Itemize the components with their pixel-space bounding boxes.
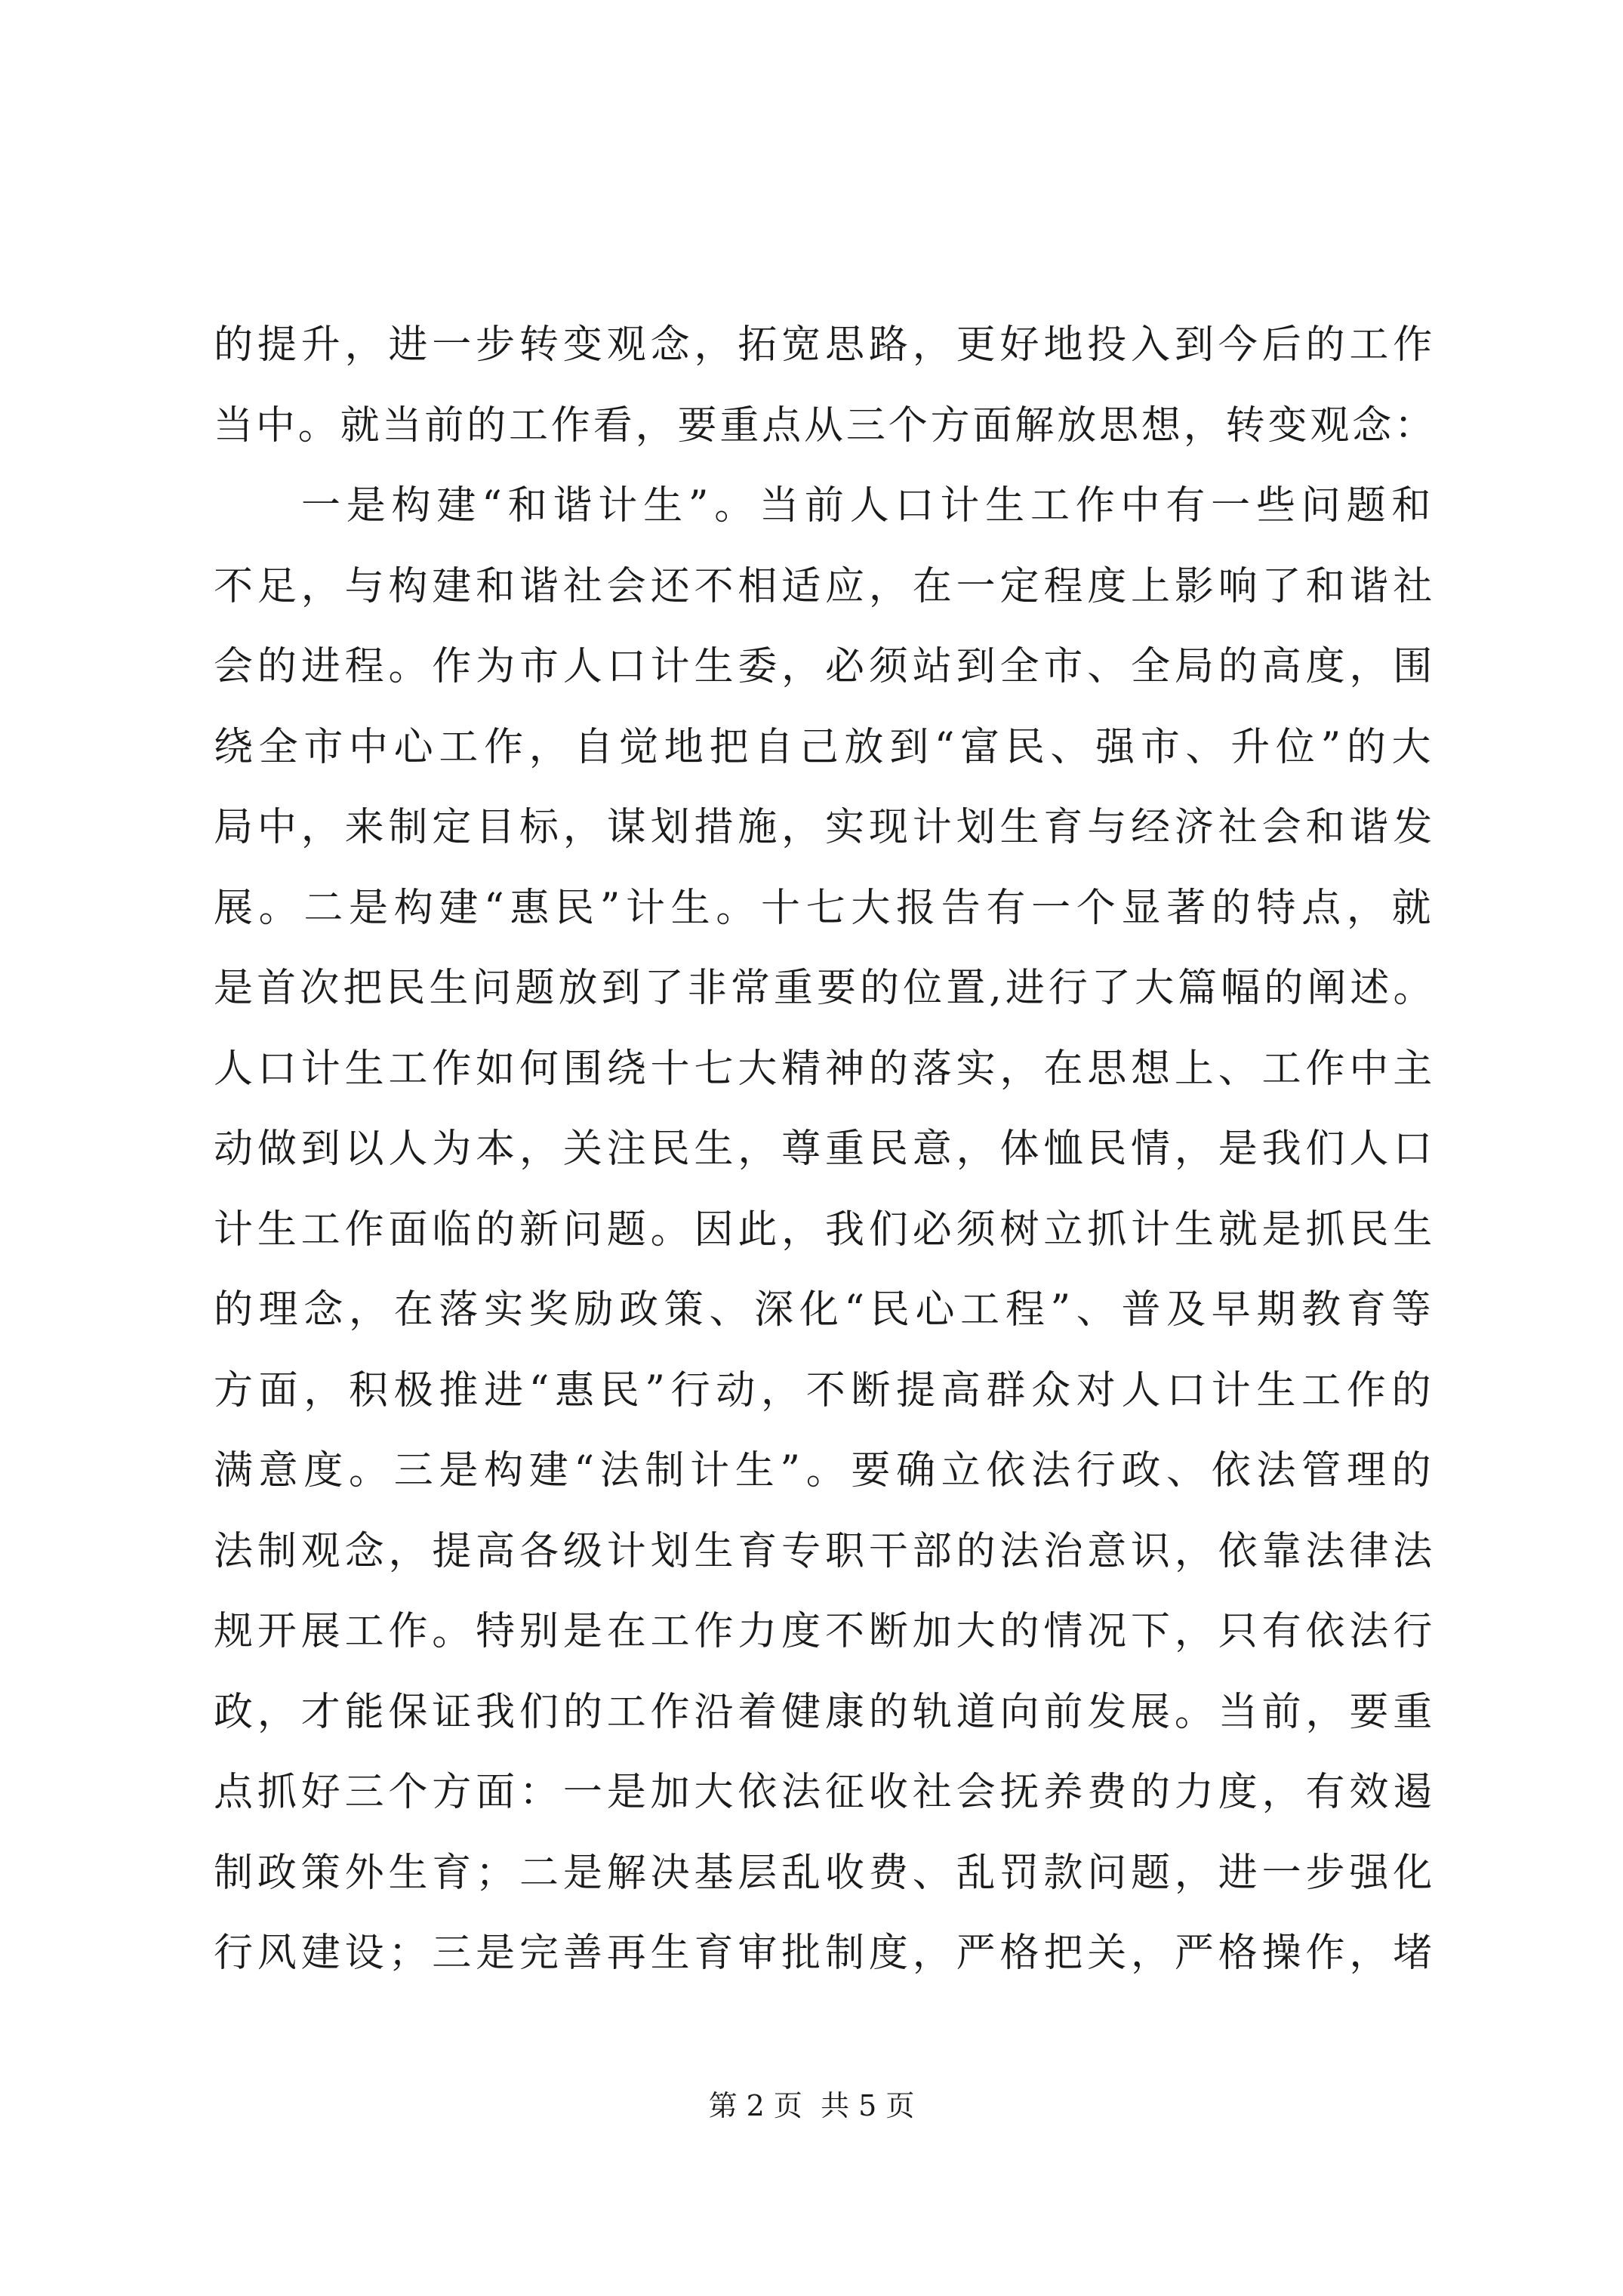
text-line: 行风建设；三是完善再生育审批制度，严格把关，严格操作，堵	[214, 1931, 1437, 1976]
text-line: 动做到以人为本，关注民生，尊重民意，体恤民情，是我们人口	[214, 1126, 1437, 1172]
text-line: 会的进程。作为市人口计生委，必须站到全市、全局的高度，围	[214, 644, 1437, 689]
text-line: 一是构建“和谐计生”。当前人口计生工作中有一些问题和	[301, 483, 1437, 529]
text-line: 的提升，进一步转变观念，拓宽思路，更好地投入到今后的工作	[214, 322, 1437, 368]
text-line: 政，才能保证我们的工作沿着健康的轨道向前发展。当前，要重	[214, 1690, 1437, 1735]
text-line: 计生工作面临的新问题。因此，我们必须树立抓计生就是抓民生	[214, 1207, 1437, 1253]
text-line: 是首次把民生问题放到了非常重要的位置,进行了大篇幅的阐述。	[214, 966, 1437, 1011]
text-line: 当中。就当前的工作看，要重点从三个方面解放思想，转变观念：	[214, 403, 1437, 448]
text-line: 规开展工作。特别是在工作力度不断加大的情况下，只有依法行	[214, 1609, 1437, 1654]
text-line: 的理念，在落实奖励政策、深化“民心工程”、普及早期教育等	[214, 1287, 1437, 1333]
text-line: 法制观念，提高各级计划生育专职干部的法治意识，依靠法律法	[214, 1529, 1437, 1574]
text-line: 展。二是构建“惠民”计生。十七大报告有一个显著的特点，就	[214, 886, 1437, 931]
text-line: 人口计生工作如何围绕十七大精神的落实，在思想上、工作中主	[214, 1046, 1437, 1092]
text-line: 局中，来制定目标，谋划措施，实现计划生育与经济社会和谐发	[214, 805, 1437, 850]
text-line: 方面，积极推进“惠民”行动，不断提高群众对人口计生工作的	[214, 1368, 1437, 1413]
text-line: 绕全市中心工作，自觉地把自己放到“富民、强市、升位”的大	[214, 725, 1437, 770]
text-line: 制政策外生育；二是解决基层乱收费、乱罚款问题，进一步强化	[214, 1851, 1437, 1896]
text-line: 不足，与构建和谐社会还不相适应，在一定程度上影响了和谐社	[214, 564, 1437, 609]
text-line: 满意度。三是构建“法制计生”。要确立依法行政、依法管理的	[214, 1448, 1437, 1493]
text-line: 点抓好三个方面：一是加大依法征收社会抚养费的力度，有效遏	[214, 1770, 1437, 1815]
page-number-footer: 第 2 页 共 5 页	[708, 2089, 915, 2122]
